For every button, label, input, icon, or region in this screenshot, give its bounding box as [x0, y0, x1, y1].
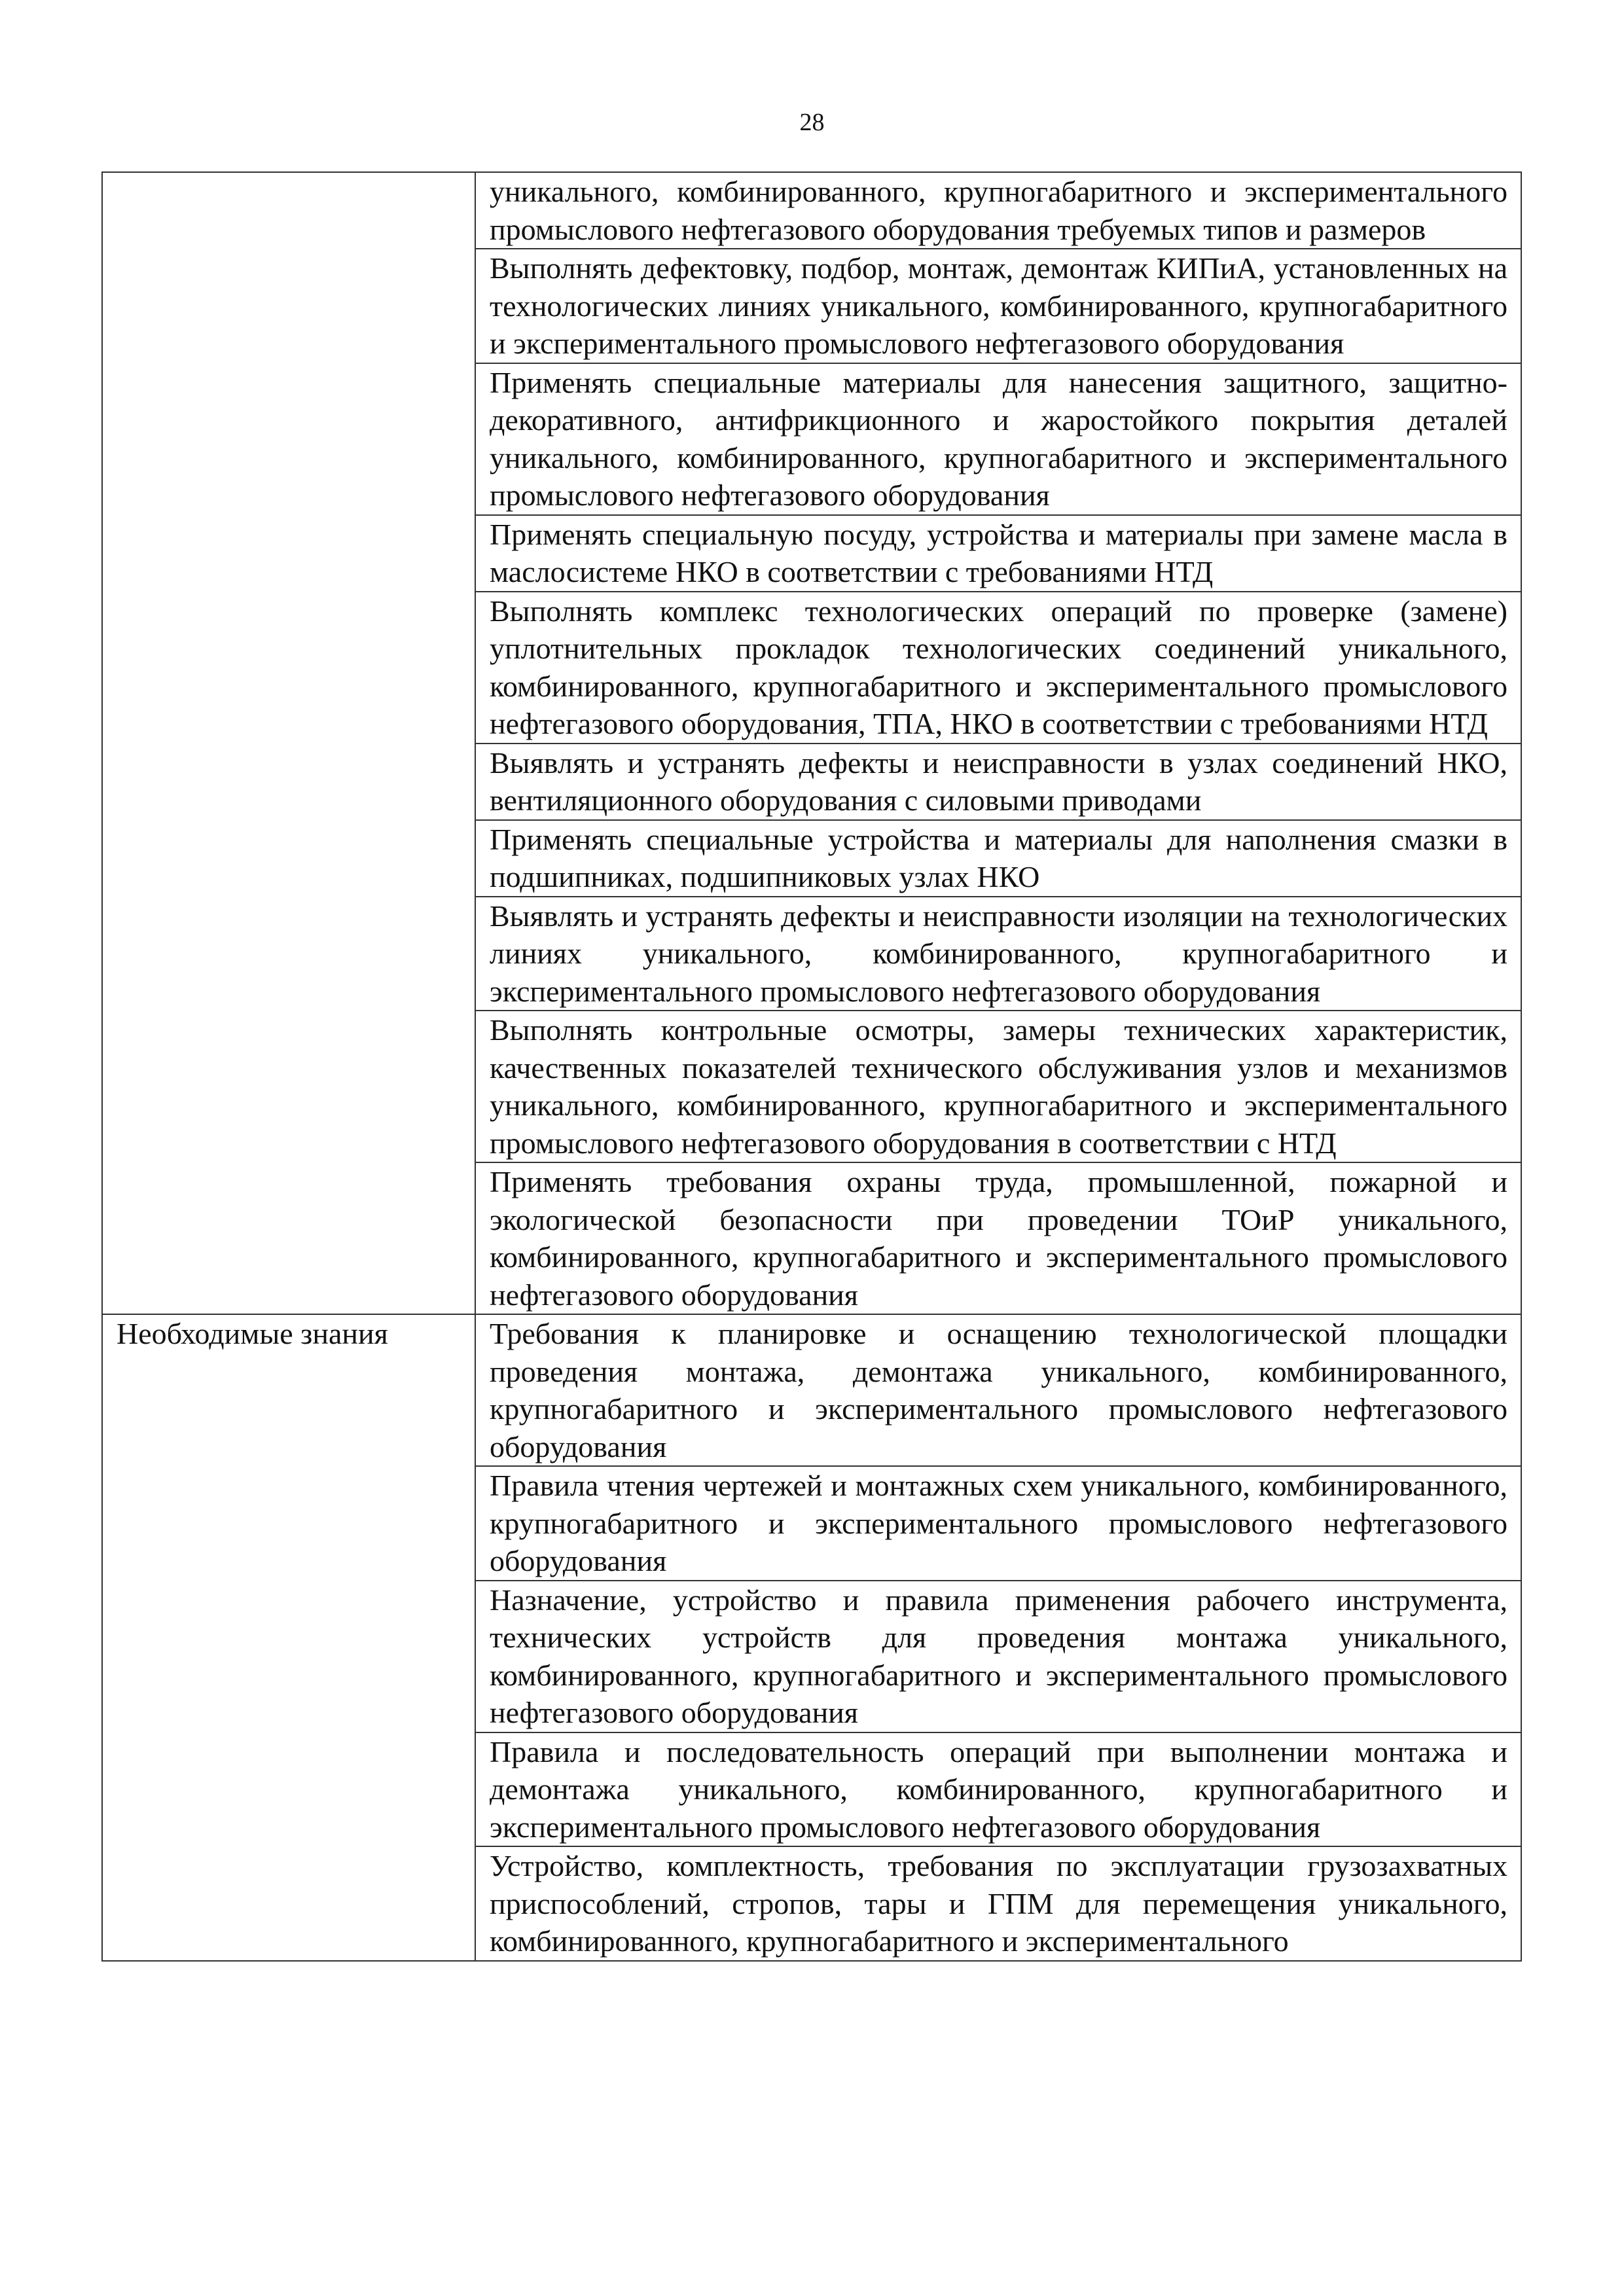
table-row — [102, 1732, 1521, 1847]
label-cell-empty — [102, 1846, 475, 1961]
label-cell-empty — [102, 172, 475, 249]
label-cell-empty — [102, 363, 475, 515]
label-cell-empty — [102, 1581, 475, 1732]
skill-cell: Применять требования охраны труда, промышленной, пожарной и экологической безопасности при проведении ТОиР уникального, комбинированного, крупногабаритного и экспериментального промыслового нефтегазового оборудования — [475, 1162, 1521, 1314]
label-cell-empty — [102, 1162, 475, 1314]
label-cell-empty — [102, 592, 475, 744]
label-cell-empty — [102, 744, 475, 820]
skill-cell: уникального, комбинированного, крупногабаритного и экспериментального промыслового нефтегазового оборудования требуемых типов и размеров — [475, 172, 1521, 249]
knowledge-cell: Правила и последовательность операций при выполнении монтажа и демонтажа уникального, комбинированного, крупногабаритного и экспериментального промыслового нефтегазового оборудования — [475, 1732, 1521, 1847]
skill-cell: Выявлять и устранять дефекты и неисправности в узлах соединений НКО, вентиляционного оборудования с силовыми приводами — [475, 744, 1521, 820]
knowledge-cell: Правила чтения чертежей и монтажных схем уникального, комбинированного, крупногабаритного и экспериментального промыслового нефтегазового оборудования — [475, 1466, 1521, 1581]
label-cell-empty — [102, 1732, 475, 1847]
table-row — [102, 744, 1521, 820]
label-cell-empty — [102, 1011, 475, 1162]
table-row — [102, 1466, 1521, 1581]
table-row — [102, 1162, 1521, 1314]
label-cell-empty — [102, 820, 475, 897]
knowledge-cell: Устройство, комплектность, требования по эксплуатации грузозахватных приспособлений, стропов, тары и ГПМ для перемещения уникального, комбинированного, крупногабаритного и экспериментального — [475, 1846, 1521, 1961]
skill-cell: Выполнять контрольные осмотры, замеры технических характеристик, качественных показателей технического обслуживания узлов и механизмов уникального, комбинированного, крупногабаритного и экспериментального промыслового нефтегазового оборудования в соответствии с НТД — [475, 1011, 1521, 1162]
knowledge-label: Необходимые знания — [102, 1314, 475, 1466]
label-cell-empty — [102, 515, 475, 592]
label-cell-empty — [102, 897, 475, 1011]
table-row — [102, 1314, 1521, 1466]
standard-table — [101, 171, 1522, 1962]
table-row — [102, 1011, 1521, 1162]
skill-cell: Применять специальные материалы для нанесения защитного, защитно-декоративного, антифрикционного и жаростойкого покрытия деталей уникального, комбинированного, крупногабаритного и экспериментального промыслового нефтегазового оборудования — [475, 363, 1521, 515]
table-row — [102, 249, 1521, 363]
knowledge-cell: Назначение, устройство и правила применения рабочего инструмента, технических устройств для проведения монтажа уникального, комбинированного, крупногабаритного и экспериментального промыслового нефтегазового оборудования — [475, 1581, 1521, 1732]
table-row — [102, 897, 1521, 1011]
skill-cell: Выполнять дефектовку, подбор, монтаж, демонтаж КИПиА, установленных на технологических линиях уникального, комбинированного, крупногабаритного и экспериментального промыслового нефтегазового оборудования — [475, 249, 1521, 363]
label-cell-empty — [102, 249, 475, 363]
label-cell-empty — [102, 1466, 475, 1581]
skill-cell: Выявлять и устранять дефекты и неисправности изоляции на технологических линиях уникального, комбинированного, крупногабаритного и экспериментального промыслового нефтегазового оборудования — [475, 897, 1521, 1011]
knowledge-cell: Требования к планировке и оснащению технологической площадки проведения монтажа, демонтажа уникального, комбинированного, крупногабаритного и экспериментального промыслового нефтегазового оборудования — [475, 1314, 1521, 1466]
table-row — [102, 1581, 1521, 1732]
table-row — [102, 592, 1521, 744]
page-number: 28 — [799, 109, 825, 136]
table-row — [102, 363, 1521, 515]
table-row — [102, 1846, 1521, 1961]
skill-cell: Применять специальные устройства и материалы для наполнения смазки в подшипниках, подшипниковых узлах НКО — [475, 820, 1521, 897]
table-row — [102, 820, 1521, 897]
table-row — [102, 172, 1521, 249]
skill-cell: Выполнять комплекс технологических операций по проверке (замене) уплотнительных прокладок технологических соединений уникального, комбинированного, крупногабаритного и экспериментального промыслового нефтегазового оборудования, ТПА, НКО в соответствии с требованиями НТД — [475, 592, 1521, 744]
skill-cell: Применять специальную посуду, устройства и материалы при замене масла в маслосистеме НКО в соответствии с требованиями НТД — [475, 515, 1521, 592]
table-row — [102, 515, 1521, 592]
